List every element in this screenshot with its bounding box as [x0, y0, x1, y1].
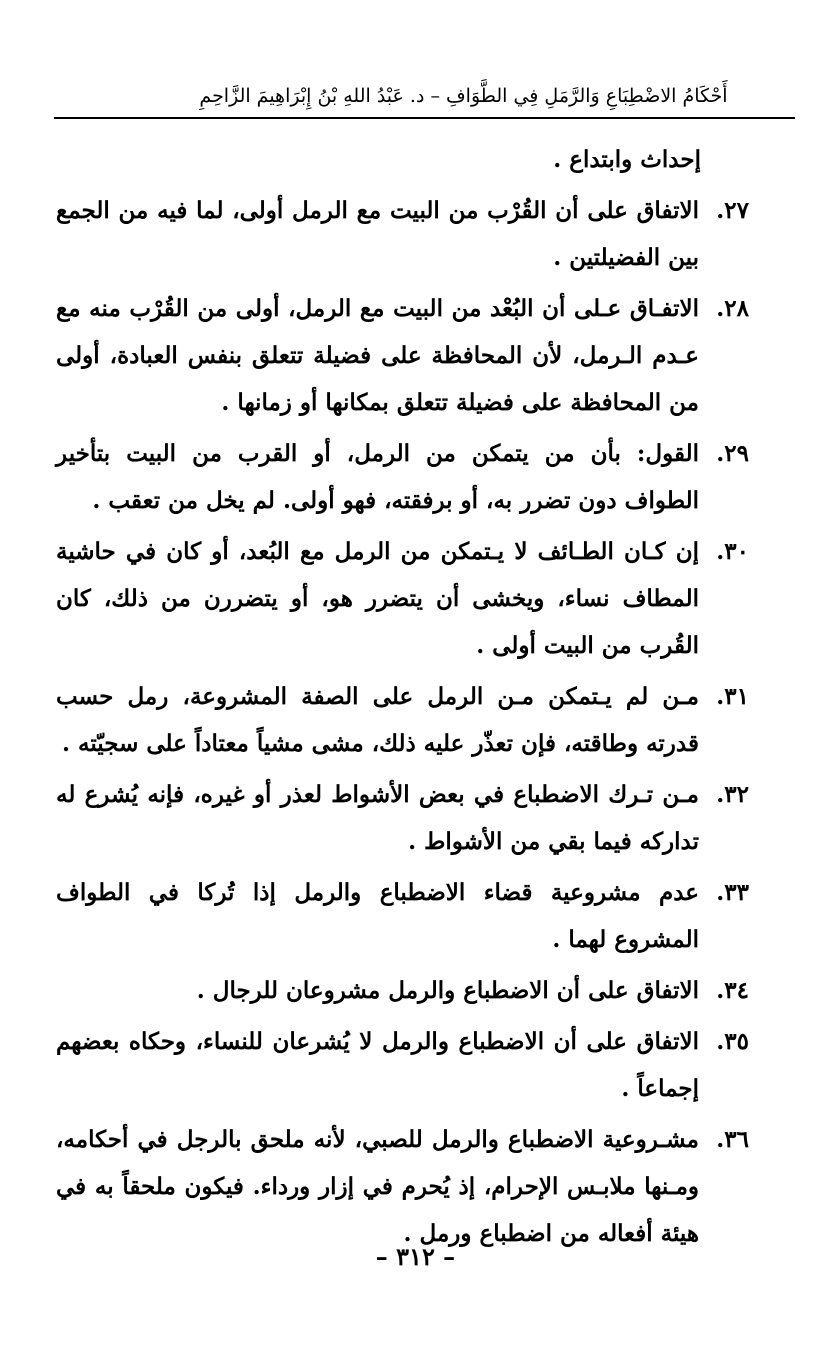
list-item-27	[56, 187, 749, 281]
item-text: مشـروعية الاضطباع والرمل للصبي، لأنه ملحق بالرجل في أحكامه، ومـنها ملابـس الإحرام، إذ يُحرم في إزار ورداء. فيكون ملحقاً به في هيئة أفعاله من اضطباع ورمل .	[56, 1126, 699, 1247]
item-number: ٣٥.	[716, 1028, 749, 1055]
page-number: – ٣١٢ –	[375, 1242, 456, 1271]
list-item-28	[56, 285, 749, 426]
item-number: ٣١.	[716, 683, 749, 710]
list-item-32	[56, 771, 749, 865]
body-text	[56, 136, 749, 1257]
item-number: ٣٠.	[716, 538, 749, 565]
item-number: ٢٨.	[716, 295, 749, 322]
item-text: الاتفاق على أن القُرْب من البيت مع الرمل أولى، لما فيه من الجمع بين الفضيلتين .	[56, 197, 699, 271]
continued-line: إحداث وابتداع .	[553, 146, 701, 173]
list-item-36	[56, 1116, 749, 1257]
item-number: ٣٢.	[716, 781, 749, 808]
item-number: ٣٣.	[716, 879, 749, 906]
item-text: الاتفـاق عـلى أن البُعْد من البيت مع الرمل، أولى من القُرْب منه مع عـدم الـرمل، لأن المحافظة على فضيلة تتعلق بنفس العبادة، أولى من المحافظة على فضيلة تتعلق بمكانها أو زمانها .	[56, 295, 699, 416]
item-text: مـن تـرك الاضطباع في بعض الأشواط لعذر أو غيره، فإنه يُشرع له تداركه فيما بقي من الأشواط .	[56, 781, 699, 855]
item-text: مـن لم يـتمكن مـن الرمل على الصفة المشروعة، رمل حسب قدرته وطاقته، فإن تعذّر عليه ذلك، مشى مشياً معتاداً على سجيّته .	[56, 683, 699, 757]
list-item-31	[56, 673, 749, 767]
list-item-35	[56, 1018, 749, 1112]
item-number: ٢٧.	[716, 197, 749, 224]
item-text: القول: بأن من يتمكن من الرمل، أو القرب من البيت بتأخير الطواف دون تضرر به، أو برفقته، فهو أولى. لم يخل من تعقب .	[56, 440, 699, 514]
list-item-34	[56, 967, 749, 1014]
item-text: الاتفاق على أن الاضطباع والرمل لا يُشرعان للنساء، وحكاه بعضهم إجماعاً .	[56, 1028, 699, 1102]
item-text: الاتفاق على أن الاضطباع والرمل مشروعان للرجال .	[196, 977, 699, 1004]
item-number: ٣٤.	[716, 977, 749, 1004]
list-item-29	[56, 430, 749, 524]
item-text: عدم مشروعية قضاء الاضطباع والرمل إذا تُركا في الطواف المشروع لهما .	[56, 879, 699, 953]
item-number: ٣٦.	[716, 1126, 749, 1153]
item-text: إن كـان الطـائف لا يـتمكن من الرمل مع البُعد، أو كان في حاشية المطاف نساء، ويخشى أن يتضرر هو، أو يتضررن من ذلك، كان القُرب من البيت أولى .	[56, 538, 699, 659]
header-divider	[54, 117, 795, 119]
list-item-33	[56, 869, 749, 963]
list-item-30	[56, 528, 749, 669]
item-number: ٢٩.	[716, 440, 749, 467]
running-header: أَحْكَامُ الاضْطِبَاعِ وَالرَّمَلِ فِي الطَّوَافِ – د. عَبْدُ اللهِ بْنُ إِبْرَاهِيمَ الزَّاحِمِ	[199, 85, 728, 107]
